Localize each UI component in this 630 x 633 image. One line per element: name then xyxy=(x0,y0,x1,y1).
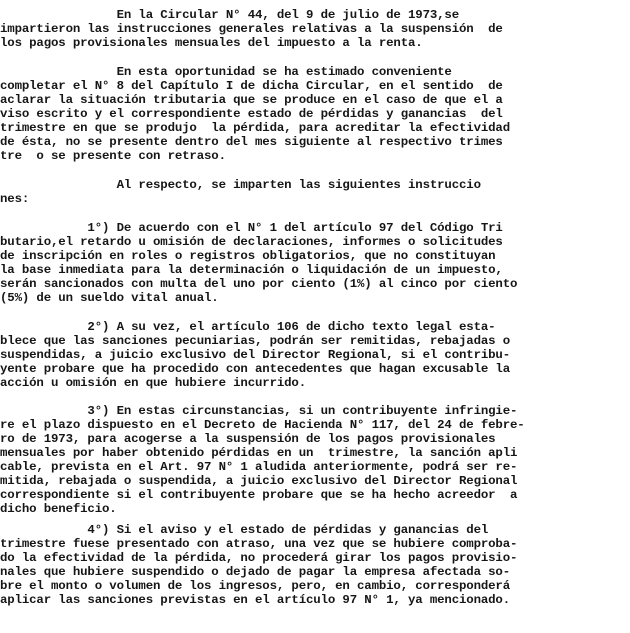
text-line: 1°) De acuerdo con el N° 1 del artículo 97 del Código Tri xyxy=(0,221,503,235)
text-line: impartieron las instrucciones generales relativas a la suspensión de xyxy=(0,22,503,36)
text-line: correspondiente si el contribuyente probare que se ha hecho acreedor a xyxy=(0,488,518,502)
text-line: do la efectividad de la pérdida, no procederá girar los pagos provisio- xyxy=(0,551,518,565)
text-line: serán sancionados con multa del uno por ciento (1%) al cinco por ciento xyxy=(0,277,518,291)
text-line: aplicar las sanciones previstas en el artículo 97 N° 1, ya mencionado. xyxy=(0,593,510,607)
text-line: mensuales por haber obtenido pérdidas en un trimestre, la sanción apli xyxy=(0,446,518,460)
text-line: blece que las sanciones pecuniarias, podrán ser remitidas, rebajadas o xyxy=(0,334,510,348)
text-line: 3°) En estas circunstancias, si un contribuyente infringie- xyxy=(0,404,518,418)
text-line: trimestre fuese presentado con atraso, una vez que se hubiere comproba- xyxy=(0,537,518,551)
text-line: nes: xyxy=(0,192,30,206)
text-line: ro de 1973, para acogerse a la suspensión de los pagos provisionales xyxy=(0,432,496,446)
text-line: los pagos provisionales mensuales del impuesto a la renta. xyxy=(0,36,423,50)
text-line: butario,el retardo u omisión de declaraciones, informes o solicitudes xyxy=(0,235,503,249)
text-line: 2°) A su vez, el artículo 106 de dicho texto legal esta- xyxy=(0,320,496,334)
text-line: En esta oportunidad se ha estimado conveniente xyxy=(0,65,452,79)
text-line: completar el N° 8 del Capítulo I de dicha Circular, en el sentido de xyxy=(0,79,503,93)
text-line: mitida, rebajada o suspendida, a juicio exclusivo del Director Regional xyxy=(0,474,518,488)
text-line: bre el monto o volumen de los ingresos, pero, en cambio, corresponderá xyxy=(0,579,510,593)
text-line: tre o se presente con retraso. xyxy=(0,149,226,163)
text-line: de ésta, no se presente dentro del mes siguiente al respectivo trimes xyxy=(0,135,503,149)
text-line: de inscripción en roles o registros obligatorios, que no constituyan xyxy=(0,249,496,263)
text-line: Al respecto, se imparten las siguientes instruccio xyxy=(0,178,481,192)
text-line: suspendidas, a juicio exclusivo del Director Regional, si el contribu- xyxy=(0,348,510,362)
text-line: nales que hubiere suspendido o dejado de pagar la empresa afectada so- xyxy=(0,565,510,579)
text-line: aclarar la situación tributaria que se produce en el caso de que el a xyxy=(0,93,503,107)
text-line: re el plazo dispuesto en el Decreto de Hacienda N° 117, del 24 de febre- xyxy=(0,418,525,432)
text-line: trimestre en que se produjo la pérdida, para acreditar la efectividad xyxy=(0,121,510,135)
text-line: yente probare que ha procedido con antecedentes que hagan excusable la xyxy=(0,362,510,376)
text-line: cable, prevista en el Art. 97 N° 1 aludida anteriormente, podrá ser re- xyxy=(0,460,518,474)
text-line: la base inmediata para la determinación o liquidación de un impuesto, xyxy=(0,263,503,277)
text-line: 4°) Si el aviso y el estado de pérdidas y ganancias del xyxy=(0,523,489,537)
text-line: acción u omisión en que hubiere incurrido. xyxy=(0,376,306,390)
text-line: (5%) de un sueldo vital anual. xyxy=(0,291,219,305)
text-line: viso escrito y el correspondiente estado de pérdidas y ganancias del xyxy=(0,107,503,121)
text-line: dicho beneficio. xyxy=(0,502,117,516)
text-line: En la Circular N° 44, del 9 de julio de 1973,se xyxy=(0,8,459,22)
